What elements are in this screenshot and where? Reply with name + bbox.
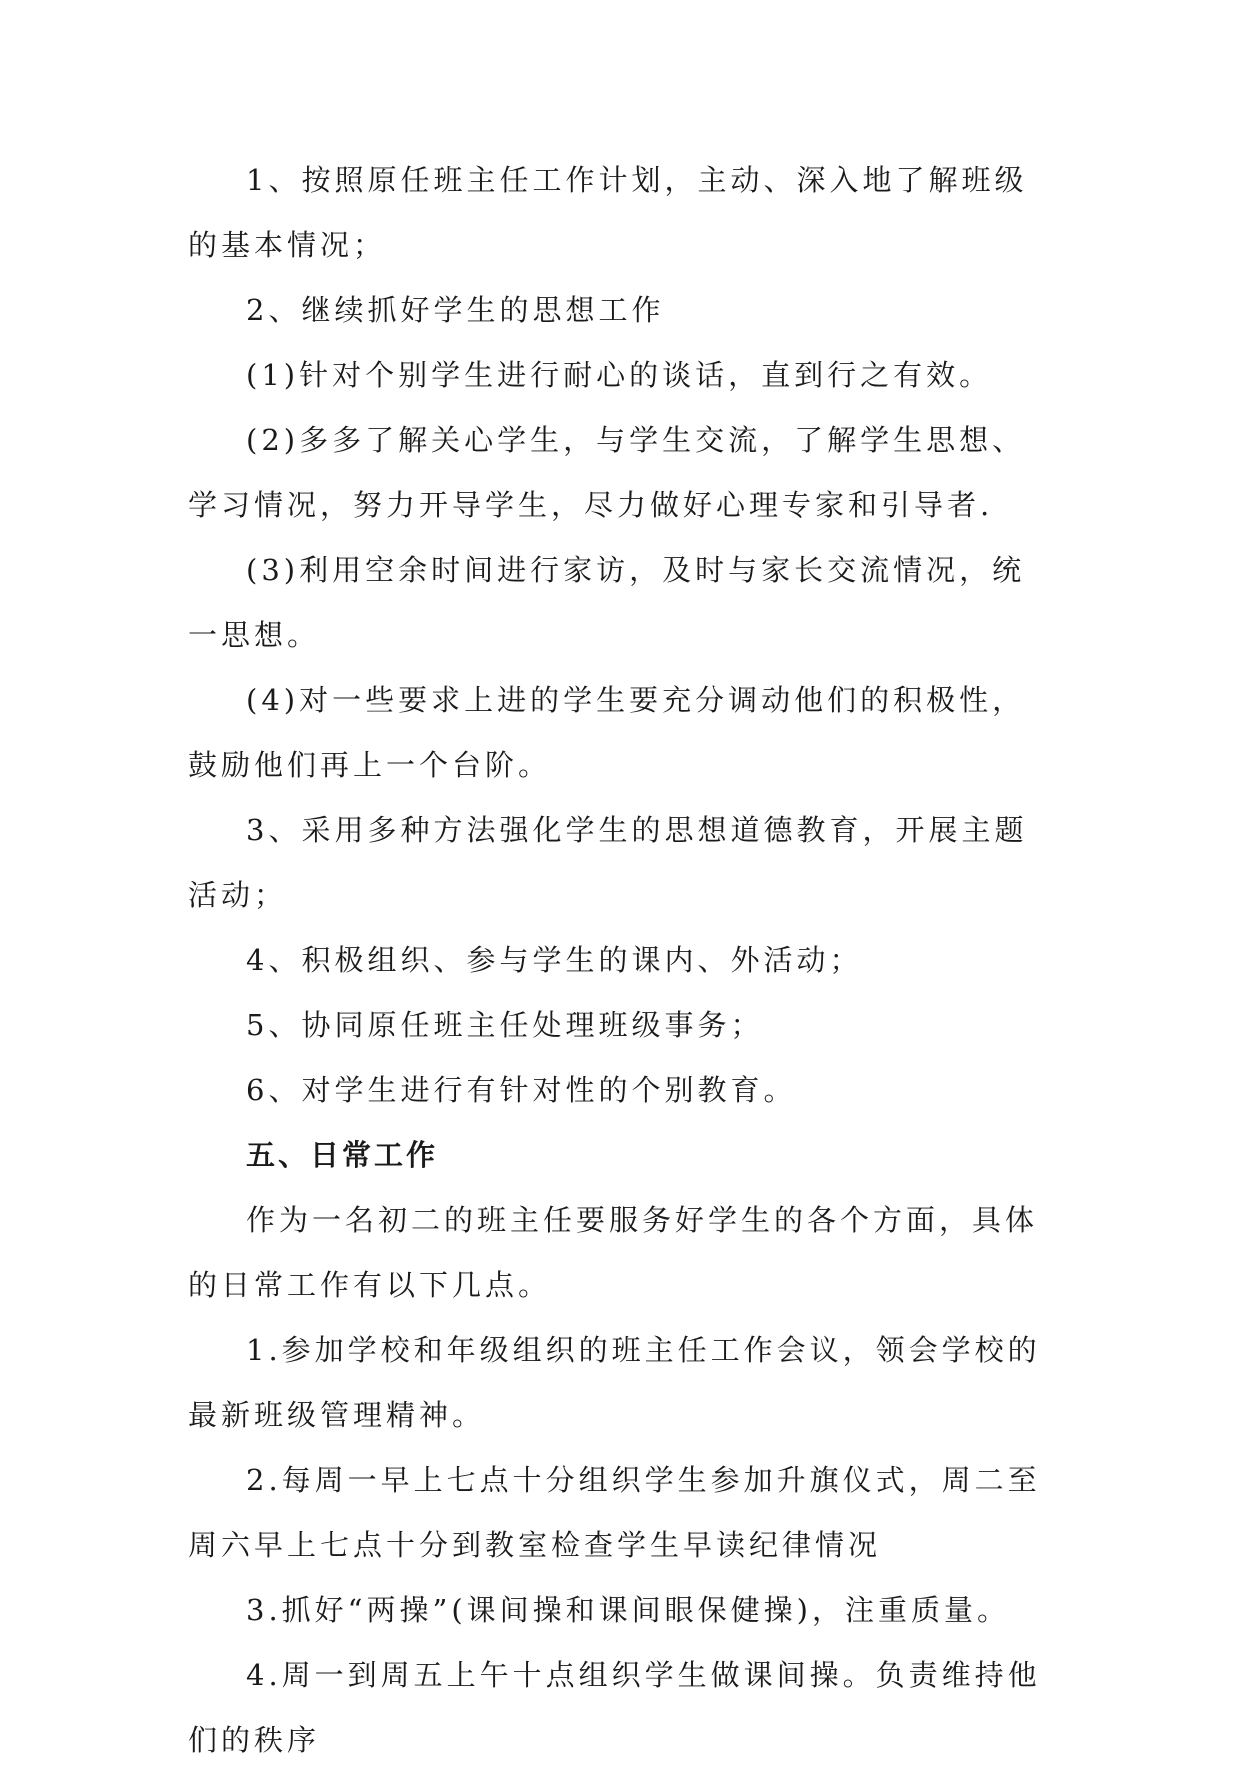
paragraph-routine-2: 2.每周一早上七点十分组织学生参加升旗仪式，周二至周六早上七点十分到教室检查学生早读纪律情况	[188, 1463, 1041, 1562]
paragraph-subitem-2: (2)多多了解关心学生，与学生交流，了解学生思想、学习情况，努力开导学生，尽力做好心理专家和引导者.	[188, 423, 1026, 522]
section-heading: 五、日常工作	[246, 1138, 439, 1172]
paragraph-routine-4: 4.周一到周五上午十点组织学生做课间操。负责维持他们的秩序	[188, 1658, 1041, 1757]
paragraph-subitem-1: (1)针对个别学生进行耐心的谈话，直到行之有效。	[246, 358, 993, 392]
paragraph-subitem-3: (3)利用空余时间进行家访，及时与家长交流情况，统一思想。	[188, 553, 1026, 652]
paragraph-item-5: 5、协同原任班主任处理班级事务；	[246, 1008, 764, 1042]
paragraph-item-2: 2、继续抓好学生的思想工作	[246, 293, 665, 327]
paragraph-routine-3: 3.抓好“两操”(课间操和课间眼保健操)，注重质量。	[246, 1593, 1010, 1627]
paragraph-intro: 作为一名初二的班主任要服务好学生的各个方面，具体的日常工作有以下几点。	[188, 1203, 1039, 1302]
paragraph-item-6: 6、对学生进行有针对性的个别教育。	[246, 1073, 797, 1107]
paragraph-routine-1: 1.参加学校和年级组织的班主任工作会议，领会学校的最新班级管理精神。	[188, 1333, 1041, 1432]
paragraph-item-3: 3、采用多种方法强化学生的思想道德教育，开展主题活动；	[188, 813, 1028, 912]
paragraph-item-4: 4、积极组织、参与学生的课内、外活动；	[246, 943, 863, 977]
paragraph-subitem-4: (4)对一些要求上进的学生要充分调动他们的积极性，鼓励他们再上一个台阶。	[188, 683, 1026, 782]
document-body	[188, 148, 1056, 1773]
paragraph-item-1: 1、按照原任班主任工作计划，主动、深入地了解班级的基本情况；	[188, 163, 1028, 262]
